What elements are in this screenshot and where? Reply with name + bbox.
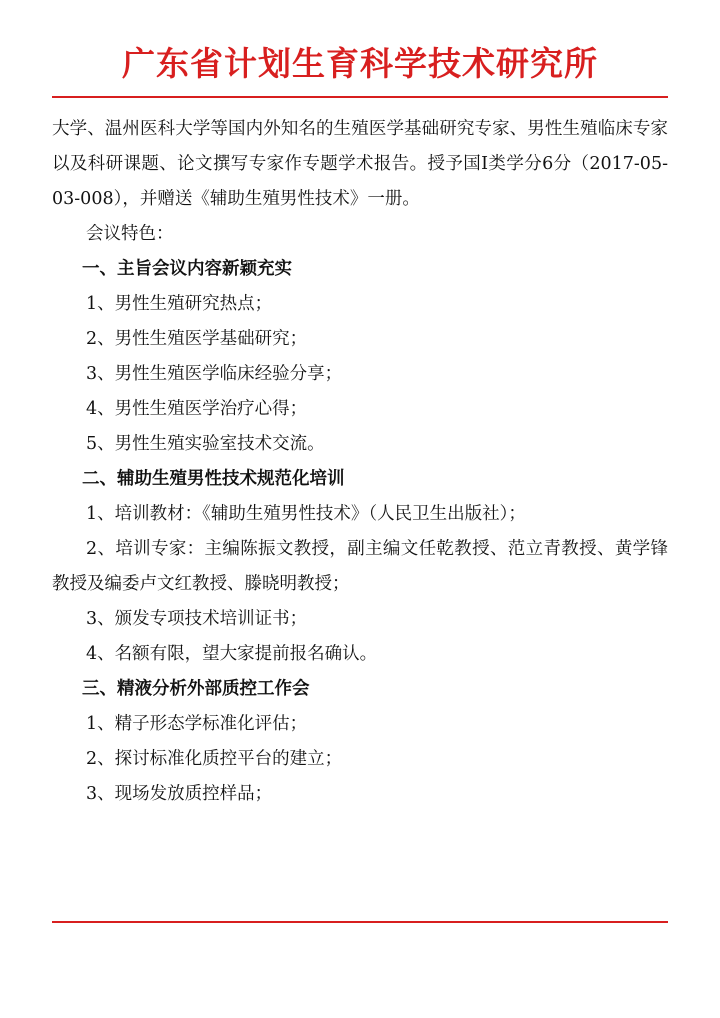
- letterhead-title: 广东省计划生育科学技术研究所: [122, 44, 598, 83]
- list-item: 2、培训专家：主编陈振文教授，副主编文任乾教授、范立青教授、黄学锋教授及编委卢文红教授、滕晓明教授；: [52, 538, 668, 594]
- list-item: 3、男性生殖医学临床经验分享；: [86, 363, 343, 384]
- list-item: 4、男性生殖医学治疗心得；: [86, 398, 308, 419]
- body-paragraph: 大学、温州医科大学等国内外知名的生殖医学基础研究专家、男性生殖临床专家以及科研课题、论文撰写专家作专题学术报告。授予国Ⅰ类学分6分（2017-05-03-008），并赠送《辅助生殖男性技术》一册。: [52, 118, 668, 209]
- list-item: 4、名额有限，望大家提前报名确认。: [86, 643, 378, 664]
- list-item: 3、现场发放质控样品；: [86, 783, 273, 804]
- list-item: 5、男性生殖实验室技术交流。: [86, 433, 325, 454]
- letterhead: [52, 0, 668, 84]
- section-subtitle: 会议特色：: [86, 223, 174, 244]
- list-item: 1、男性生殖研究热点；: [86, 293, 273, 314]
- document-body: [52, 98, 668, 812]
- section-heading-two: 二、辅助生殖男性技术规范化培训: [82, 468, 345, 489]
- list-item: 1、培训教材：《辅助生殖男性技术》（人民卫生出版社）；: [86, 503, 526, 524]
- list-item: 2、探讨标准化质控平台的建立；: [86, 748, 343, 769]
- list-item: 1、精子形态学标准化评估；: [86, 713, 308, 734]
- list-item: 2、男性生殖医学基础研究；: [86, 328, 308, 349]
- section-heading-one: 一、主旨会议内容新颖充实: [82, 258, 292, 279]
- list-item: 3、颁发专项技术培训证书；: [86, 608, 308, 629]
- section-heading-three: 三、精液分析外部质控工作会: [82, 678, 310, 699]
- footer-divider: [52, 921, 668, 923]
